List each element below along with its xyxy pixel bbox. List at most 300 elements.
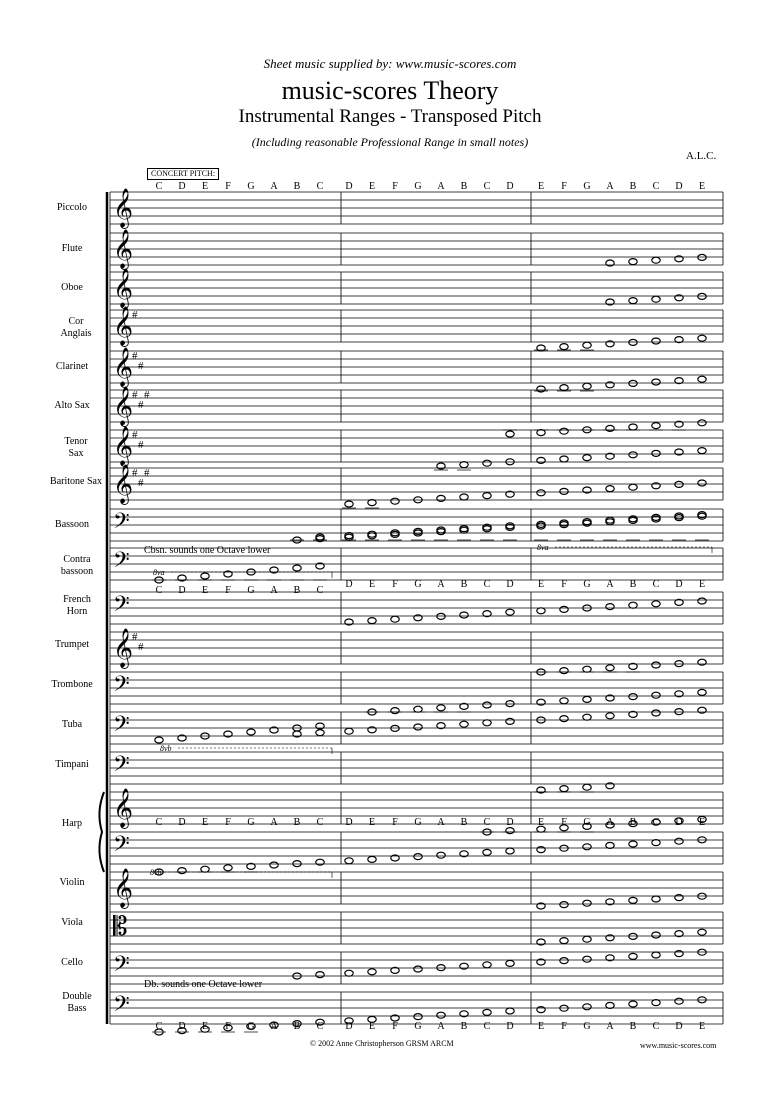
whole-note [652, 296, 660, 302]
horn-letter: E [698, 579, 706, 590]
harp-letter: D [675, 817, 683, 828]
harp-letter: C [483, 817, 491, 828]
whole-note [698, 420, 706, 426]
whole-note [247, 729, 255, 735]
whole-note [583, 696, 591, 702]
whole-note [629, 517, 637, 523]
concert-pitch-letter: D [506, 181, 514, 192]
whole-note [629, 1001, 637, 1007]
instrument-label: Contra bassoon [60, 554, 94, 577]
whole-note [537, 430, 545, 436]
whole-note [316, 972, 324, 978]
harp-letter: D [178, 817, 186, 828]
whole-note [629, 953, 637, 959]
whole-note [345, 728, 353, 734]
whole-note [537, 490, 545, 496]
sharp-icon: # [144, 389, 150, 401]
whole-note [698, 335, 706, 341]
whole-note [652, 514, 660, 520]
whole-note [437, 705, 445, 711]
bass-clef-icon: 𝄢 [113, 992, 130, 1021]
whole-note [391, 616, 399, 622]
bass-clef-icon: 𝄢 [113, 592, 130, 621]
instrument-label: Tuba [61, 719, 83, 730]
harp-letter: G [414, 817, 422, 828]
concert-pitch-letter: F [225, 181, 231, 192]
horn-letter: D [345, 579, 353, 590]
whole-note [629, 484, 637, 490]
bottom-letter: A [606, 1021, 614, 1032]
instrument-label: Cor Anglais [60, 316, 92, 339]
whole-note [698, 376, 706, 382]
supplied-by-text: Sheet music supplied by: www.music-scores.com [263, 56, 517, 71]
concert-pitch-letter: G [414, 181, 422, 192]
concert-pitch-letter: C [316, 181, 324, 192]
whole-note [583, 519, 591, 525]
whole-note [345, 858, 353, 864]
bottom-letter: C [652, 1021, 660, 1032]
horn-letter: B [629, 579, 637, 590]
octave-label: 8va [537, 543, 549, 552]
page-subtitle: Instrumental Ranges - Transposed Pitch [238, 106, 542, 127]
whole-note [583, 714, 591, 720]
concert-pitch-letter: B [629, 181, 637, 192]
bottom-letter: G [414, 1021, 422, 1032]
whole-note [652, 932, 660, 938]
whole-note [675, 951, 683, 957]
whole-note [483, 526, 491, 532]
contra-letter: D [178, 585, 186, 596]
whole-note [437, 495, 445, 501]
whole-note [414, 966, 422, 972]
whole-note [675, 838, 683, 844]
whole-note [606, 842, 614, 848]
sharp-icon: # [132, 631, 138, 643]
whole-note [506, 848, 514, 854]
bottom-letter: C [316, 1021, 324, 1032]
harp-letter: A [270, 817, 278, 828]
whole-note [414, 1014, 422, 1020]
whole-note [460, 462, 468, 468]
whole-note [437, 1012, 445, 1018]
concert-pitch-letter: F [561, 181, 567, 192]
whole-note [698, 254, 706, 260]
sharp-icon: # [132, 429, 138, 441]
whole-note [583, 383, 591, 389]
bottom-letter: C [483, 1021, 491, 1032]
harp-letter: B [629, 817, 637, 828]
whole-note [316, 534, 324, 540]
instrument-label: Clarinet [55, 361, 89, 372]
concert-pitch-letter: B [460, 181, 468, 192]
bass-clef-icon: 𝄢 [113, 548, 130, 577]
concert-pitch-letter: D [345, 181, 353, 192]
whole-note [293, 861, 301, 867]
page-title: music-scores Theory [281, 76, 499, 105]
whole-note [345, 501, 353, 507]
copyright-text: © 2002 Anne Christopherson GRSM ARCM [310, 1039, 454, 1048]
whole-note [414, 706, 422, 712]
whole-note [583, 666, 591, 672]
whole-note [606, 517, 614, 523]
whole-note [506, 609, 514, 615]
whole-note [460, 526, 468, 532]
harp-letter: A [437, 817, 445, 828]
treble-clef-icon: 𝄞 [113, 270, 134, 307]
whole-note [652, 692, 660, 698]
whole-note [675, 481, 683, 487]
whole-note [652, 450, 660, 456]
whole-note [437, 852, 445, 858]
whole-note [606, 665, 614, 671]
bass-octave-note: Db. sounds one Octave lower [144, 979, 263, 990]
instrument-label: Tenor Sax [64, 436, 88, 459]
whole-note [483, 493, 491, 499]
instrument-label: Baritone Sax [50, 476, 102, 487]
bottom-letter: D [675, 1021, 683, 1032]
harp-letter: C [652, 817, 660, 828]
concert-pitch-letter: G [583, 181, 591, 192]
whole-note [414, 724, 422, 730]
whole-note [583, 844, 591, 850]
author-initials: A.L.C. [686, 150, 717, 162]
harp-letter: F [225, 817, 231, 828]
concert-pitch-letter: A [270, 181, 278, 192]
concert-pitch-letter: E [698, 181, 706, 192]
bottom-letter: E [368, 1021, 376, 1032]
whole-note [483, 849, 491, 855]
sharp-icon: # [138, 477, 144, 489]
horn-letter: G [583, 579, 591, 590]
whole-note [629, 933, 637, 939]
whole-note [560, 698, 568, 704]
harp-letter: E [201, 817, 209, 828]
treble-clef-icon: 𝄞 [113, 308, 134, 345]
whole-note [506, 718, 514, 724]
bottom-letter: F [225, 1021, 231, 1032]
horn-letter: F [561, 579, 567, 590]
bottom-letter: F [392, 1021, 398, 1032]
sharp-icon: # [132, 389, 138, 401]
horn-letter: A [437, 579, 445, 590]
whole-note [270, 862, 278, 868]
harp-letter: B [460, 817, 468, 828]
whole-note [560, 786, 568, 792]
whole-note [675, 709, 683, 715]
whole-note [537, 523, 545, 529]
bottom-letter: G [247, 1021, 255, 1032]
whole-note [629, 841, 637, 847]
whole-note [560, 902, 568, 908]
whole-note [155, 737, 163, 743]
whole-note [506, 523, 514, 529]
horn-letter: B [460, 579, 468, 590]
whole-note [652, 710, 660, 716]
whole-note [629, 339, 637, 345]
whole-note [506, 1008, 514, 1014]
instrument-label: Oboe [61, 282, 83, 293]
whole-note [437, 529, 445, 535]
sharp-icon: # [138, 360, 144, 372]
whole-note [414, 854, 422, 860]
whole-note [652, 423, 660, 429]
whole-note [583, 784, 591, 790]
bass-clef-icon: 𝄢 [113, 832, 130, 861]
bass-clef-icon: 𝄢 [113, 672, 130, 701]
instrument-label: Trombone [51, 679, 93, 690]
whole-note [583, 455, 591, 461]
whole-note [460, 721, 468, 727]
sharp-icon: # [132, 350, 138, 362]
whole-note [224, 865, 232, 871]
whole-note [606, 425, 614, 431]
instrument-label: Piccolo [57, 202, 87, 213]
treble-clef-icon: 𝄞 [113, 388, 134, 425]
whole-note [629, 380, 637, 386]
horn-letter: E [368, 579, 376, 590]
whole-note [698, 513, 706, 519]
concert-pitch-letter: E [537, 181, 545, 192]
instrument-label: French Horn [63, 594, 91, 617]
whole-note [537, 521, 545, 527]
whole-note [437, 965, 445, 971]
whole-note [583, 956, 591, 962]
bottom-letter: B [629, 1021, 637, 1032]
harp-letter: B [293, 817, 301, 828]
whole-note [698, 689, 706, 695]
sharp-icon: # [138, 399, 144, 411]
whole-note [629, 424, 637, 430]
bottom-letter: B [293, 1021, 301, 1032]
whole-note [606, 519, 614, 525]
whole-note [629, 259, 637, 265]
bottom-letter: D [506, 1021, 514, 1032]
whole-note [178, 868, 186, 874]
bottom-letter: E [201, 1021, 209, 1032]
bottom-letter: D [345, 1021, 353, 1032]
whole-note [652, 952, 660, 958]
bass-clef-icon: 𝄢 [113, 752, 130, 781]
bottom-letter: A [437, 1021, 445, 1032]
concert-pitch-letter: E [368, 181, 376, 192]
sharp-icon: # [132, 467, 138, 479]
octave-label: 8vb [150, 868, 162, 877]
whole-note [460, 494, 468, 500]
concert-pitch-letter: F [392, 181, 398, 192]
concert-pitch-letter: C [483, 181, 491, 192]
whole-note [368, 531, 376, 537]
whole-note [537, 608, 545, 614]
whole-note [652, 840, 660, 846]
whole-note [391, 725, 399, 731]
concert-pitch-letter: A [606, 181, 614, 192]
instrument-label: Double Bass [62, 991, 92, 1014]
horn-letter: G [414, 579, 422, 590]
concert-pitch-letter: E [201, 181, 209, 192]
whole-note [483, 720, 491, 726]
sharp-icon: # [138, 439, 144, 451]
treble-clef-icon: 𝄞 [113, 231, 134, 268]
instrument-label: Flute [61, 243, 83, 254]
whole-note [606, 604, 614, 610]
instrument-label: Trumpet [54, 639, 90, 650]
whole-note [675, 998, 683, 1004]
whole-note [652, 601, 660, 607]
whole-note [537, 457, 545, 463]
alto-clef-icon: 𝄡 [113, 912, 128, 941]
whole-note [652, 338, 660, 344]
instrument-label: Harp [62, 818, 82, 829]
whole-note [345, 970, 353, 976]
octave-label: 8vb [160, 744, 172, 753]
harp-brace-icon [99, 792, 104, 872]
whole-note [316, 730, 324, 736]
harp-letter: C [155, 817, 163, 828]
whole-note [629, 452, 637, 458]
harp-letter: E [368, 817, 376, 828]
site-text: www.music-scores.com [640, 1041, 717, 1050]
whole-note [698, 293, 706, 299]
whole-note [560, 938, 568, 944]
harp-letter: G [247, 817, 255, 828]
harp-letter: A [606, 817, 614, 828]
whole-note [560, 606, 568, 612]
whole-note [698, 448, 706, 454]
contra-letter: E [201, 585, 209, 596]
whole-note [698, 480, 706, 486]
concert-pitch-letter: A [437, 181, 445, 192]
whole-note [537, 1007, 545, 1013]
whole-note [345, 533, 353, 539]
treble-clef-icon: 𝄞 [113, 466, 134, 503]
whole-note [560, 456, 568, 462]
contra-letter: C [155, 585, 163, 596]
whole-note [506, 431, 514, 437]
contra-octave-note: Cbsn. sounds one Octave lower [144, 545, 271, 556]
treble-clef-icon: 𝄞 [113, 630, 134, 667]
instrument-label: Alto Sax [54, 400, 90, 411]
contra-letter: C [316, 585, 324, 596]
concert-pitch-letter: B [293, 181, 301, 192]
whole-note [629, 694, 637, 700]
whole-note [560, 488, 568, 494]
whole-note [506, 960, 514, 966]
horn-letter: C [483, 579, 491, 590]
whole-note [652, 379, 660, 385]
bottom-letter: G [583, 1021, 591, 1032]
contra-letter: B [293, 585, 301, 596]
sharp-icon: # [144, 467, 150, 479]
contra-letter: G [247, 585, 255, 596]
whole-note [460, 612, 468, 618]
sharp-icon: # [132, 309, 138, 321]
whole-note [368, 969, 376, 975]
concert-pitch-letter: C [652, 181, 660, 192]
whole-note [345, 534, 353, 540]
horn-letter: D [675, 579, 683, 590]
instrument-label: Cello [61, 957, 83, 968]
instrument-label: Bassoon [55, 519, 89, 530]
whole-note [675, 515, 683, 521]
whole-note [629, 298, 637, 304]
concert-pitch-letter: G [247, 181, 255, 192]
contra-letter: A [270, 585, 278, 596]
horn-letter: F [392, 579, 398, 590]
bottom-letter: C [155, 1021, 163, 1032]
whole-note [391, 708, 399, 714]
horn-letter: A [606, 579, 614, 590]
whole-note [583, 900, 591, 906]
treble-clef-icon: 𝄞 [113, 349, 134, 386]
whole-note [368, 500, 376, 506]
whole-note [560, 716, 568, 722]
instrument-label: Viola [61, 917, 83, 928]
concert-pitch-letter: D [178, 181, 186, 192]
whole-note [583, 936, 591, 942]
whole-note [391, 498, 399, 504]
whole-note [368, 618, 376, 624]
harp-letter: E [537, 817, 545, 828]
treble-clef-icon: 𝄞 [113, 870, 134, 907]
whole-note [606, 1002, 614, 1008]
harp-letter: D [506, 817, 514, 828]
treble-clef-icon: 𝄞 [113, 428, 134, 465]
bottom-letter: E [698, 1021, 706, 1032]
contra-letter: F [225, 585, 231, 596]
concert-pitch-letter: C [155, 181, 163, 192]
concert-pitch-letter: D [675, 181, 683, 192]
octave-label: 8va [153, 568, 165, 577]
horn-letter: E [537, 579, 545, 590]
whole-note [537, 847, 545, 853]
harp-letter: E [698, 817, 706, 828]
whole-note [368, 856, 376, 862]
whole-note [368, 533, 376, 539]
bottom-letter: D [178, 1021, 186, 1032]
bottom-letter: A [270, 1021, 278, 1032]
whole-note [675, 513, 683, 519]
whole-note [460, 527, 468, 533]
sharp-icon: # [138, 641, 144, 653]
whole-note [560, 428, 568, 434]
treble-clef-icon: 𝄞 [113, 790, 134, 827]
whole-note [201, 573, 209, 579]
instrument-label: Violin [59, 877, 85, 888]
bass-clef-icon: 𝄢 [113, 509, 130, 538]
harp-letter: G [583, 817, 591, 828]
whole-note [483, 702, 491, 708]
whole-note [506, 701, 514, 707]
horn-letter: C [652, 579, 660, 590]
harp-letter: C [316, 817, 324, 828]
whole-note [629, 897, 637, 903]
harp-letter: D [345, 817, 353, 828]
harp-letter: F [561, 817, 567, 828]
bass-clef-icon: 𝄢 [113, 712, 130, 741]
treble-clef-icon: 𝄞 [113, 190, 134, 227]
whole-note [583, 1004, 591, 1010]
whole-note [293, 565, 301, 571]
whole-note [483, 460, 491, 466]
whole-note [583, 342, 591, 348]
whole-note [560, 958, 568, 964]
whole-note [506, 828, 514, 834]
instrument-label: Timpani [55, 759, 89, 770]
bottom-letter: B [460, 1021, 468, 1032]
whole-note [675, 661, 683, 667]
whole-note [606, 713, 614, 719]
whole-note [201, 866, 209, 872]
